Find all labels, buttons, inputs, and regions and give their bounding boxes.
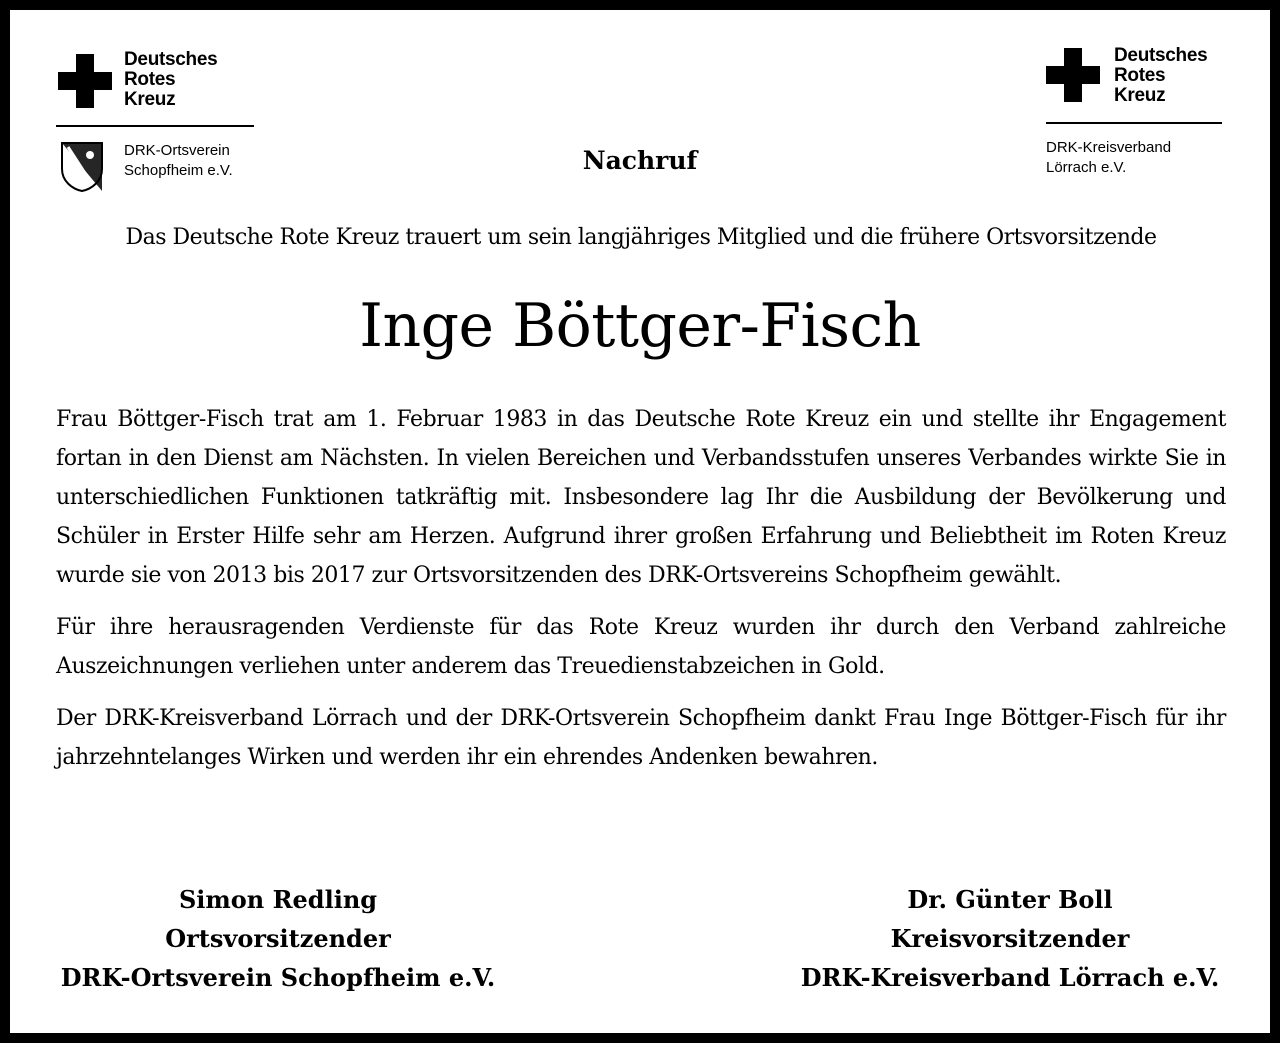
wordmark-line-2: Rotes bbox=[1114, 65, 1166, 86]
red-cross-icon bbox=[58, 54, 112, 108]
signatory-role: Kreisvorsitzender bbox=[890, 924, 1130, 953]
red-cross-icon bbox=[1046, 48, 1100, 102]
signature-left bbox=[50, 880, 506, 997]
org-line-1: DRK-Kreisverband bbox=[1046, 139, 1172, 156]
org-line-2: Schopfheim e.V. bbox=[124, 162, 233, 179]
wordmark-line-1: Deutsches bbox=[124, 49, 218, 70]
obituary-notice bbox=[10, 10, 1270, 1033]
body-paragraph-1: Frau Böttger-Fisch trat am 1. Februar 1983 in das Deutsche Rote Kreuz ein und stellte ihr Engagement fortan in den Dienst am Nächsten. In vielen Bereichen und Verbandsstufen unseres Verbandes wirkte Sie in unterschiedlichen Funktionen tatkräftig mit. Insbesondere lag Ihr die Ausbildung der Bevölkerung und Schüler in Erster Hilfe sehr am Herzen. Aufgrund ihrer großen Erfahrung und Beliebtheit im Roten Kreuz wurde sie von 2013 bis 2017 zur Ortsvorsitzenden des DRK-Ortsvereins Schopfheim gewählt. bbox=[56, 407, 1226, 588]
notice-body bbox=[56, 400, 1226, 790]
signature-right bbox=[780, 880, 1240, 997]
wordmark-line-1: Deutsches bbox=[1114, 45, 1208, 66]
logo-divider bbox=[1046, 122, 1222, 124]
body-paragraph-2: Für ihre herausragenden Verdienste für das Rote Kreuz wurden ihr durch den Verband zahlreiche Auszeichnungen verliehen unter anderem das Treuedienstabzeichen in Gold. bbox=[56, 615, 1226, 679]
deceased-name: Inge Böttger-Fisch bbox=[359, 291, 921, 361]
signatory-role: Ortsvorsitzender bbox=[165, 924, 391, 953]
signatory-name: Simon Redling bbox=[178, 885, 378, 914]
logo-wordmark bbox=[1114, 46, 1207, 106]
wordmark-line-3: Kreuz bbox=[124, 89, 176, 110]
org-line-2: Lörrach e.V. bbox=[1046, 159, 1127, 176]
org-line-1: DRK-Ortsverein bbox=[124, 142, 230, 159]
signatory-org: DRK-Ortsverein Schopfheim e.V. bbox=[60, 963, 496, 992]
logo-wordmark bbox=[124, 50, 217, 110]
signatory-org: DRK-Kreisverband Lörrach e.V. bbox=[800, 963, 1220, 992]
notice-heading: Nachruf bbox=[582, 146, 698, 175]
logo-divider bbox=[56, 125, 254, 127]
signatory-name: Dr. Günter Boll bbox=[907, 885, 1113, 914]
wordmark-line-3: Kreuz bbox=[1114, 85, 1166, 106]
wordmark-line-2: Rotes bbox=[124, 69, 176, 90]
body-paragraph-3: Der DRK-Kreisverband Lörrach und der DRK-Ortsverein Schopfheim dankt Frau Inge Böttger-Fisch für ihr jahrzehntelanges Wirken und werden ihr ein ehrendes Andenken bewahren. bbox=[56, 706, 1226, 770]
intro-line: Das Deutsche Rote Kreuz trauert um sein langjähriges Mitglied und die frühere Ortsvorsitzende bbox=[125, 225, 1157, 250]
